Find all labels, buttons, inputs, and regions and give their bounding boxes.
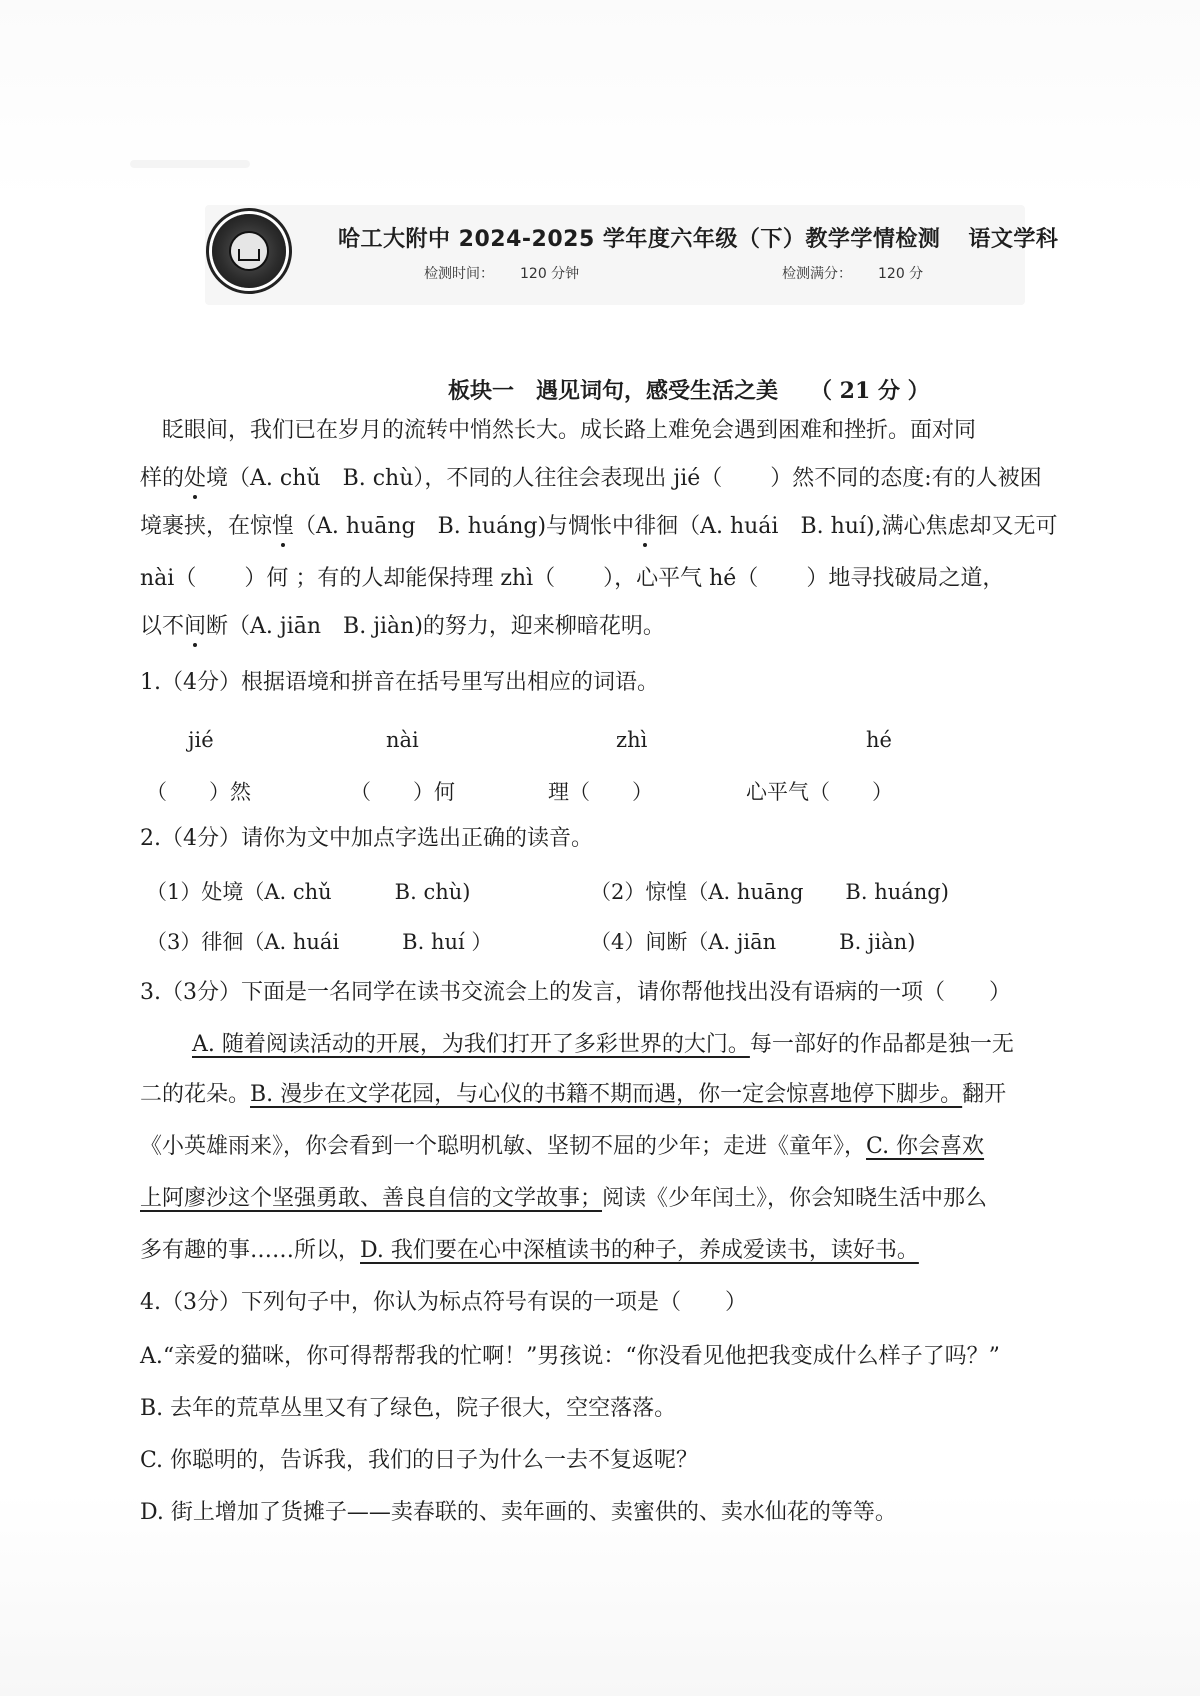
passage-text: 样的 — [140, 466, 185, 491]
q1-answer-blank[interactable]: 心平气（ ） — [746, 780, 893, 804]
passage-line-1: 眨眼间，我们已在岁月的流转中悄然长大。成长路上难免会遇到困难和挫折。面对同 — [140, 418, 977, 443]
passage-text: 境（A. chǔ B. chù），不同的人往往会表现出 jié（ — [206, 466, 723, 491]
book-icon — [238, 249, 260, 261]
exam-time-value: 120 分钟 — [520, 266, 580, 282]
exam-title-text: 哈工大附中 2024-2025 学年度六年级（下）教学学情检测 — [338, 227, 941, 252]
section-title — [448, 374, 930, 405]
passage-line-5 — [140, 616, 665, 638]
q3-text: 每一部好的作品都是独一无 — [749, 1032, 1014, 1057]
passage-line-4 — [140, 568, 1004, 590]
q3-text: 二的花朵。 — [140, 1082, 251, 1107]
q2-option[interactable]: （3）徘徊（A. huái B. huí ） — [146, 930, 493, 954]
q2-option[interactable]: （1）处境（A. chǔ B. chù) — [146, 880, 471, 904]
q1-pinyin: nài — [386, 728, 419, 752]
q4-option-b[interactable]: B. 去年的荒草丛里又有了绿色，院子很大，空空落落。 — [140, 1396, 677, 1421]
q2-stem: 2.（4分）请你为文中加点字选出正确的读音。 — [140, 826, 593, 851]
section-title-text: 板块一 遇见词句，感受生活之美 — [448, 378, 779, 404]
q3-option-d[interactable]: D. 我们要在心中深植读书的种子，养成爱读书，读好书。 — [360, 1238, 919, 1263]
q3-text: 翻开 — [962, 1082, 1007, 1107]
q3-text: 阅读《少年闰土》，你会知晓生活中那么 — [602, 1186, 988, 1211]
q4-option-d[interactable]: D. 街上增加了货摊子——卖春联的、卖年画的、卖蜜供的、卖水仙花的等等。 — [140, 1500, 897, 1525]
q3-line-1 — [192, 1034, 1014, 1056]
q3-option-c-cont[interactable]: 上阿廖沙这个坚强勇敢、善良自信的文学故事； — [140, 1186, 603, 1211]
q3-line-2 — [140, 1084, 1006, 1106]
school-logo-icon — [212, 214, 286, 288]
q1-answer-blank[interactable]: （ ）何 — [350, 780, 455, 804]
passage-text: 境裹挟，在惊 — [140, 514, 273, 539]
q3-stem: 3.（3分）下面是一名同学在读书交流会上的发言，请你帮他找出没有语病的一项（ ） — [140, 980, 1011, 1005]
logo-emblem — [229, 231, 269, 271]
q1-answer-blank[interactable]: 理（ ） — [548, 780, 653, 804]
exam-time-label: 检测时间： — [424, 266, 494, 282]
q1-stem: 1.（4分）根据语境和拼音在括号里写出相应的词语。 — [140, 670, 659, 695]
exam-score-value: 120 分 — [878, 266, 924, 282]
passage-line-2 — [140, 468, 1042, 490]
q3-line-4 — [140, 1188, 987, 1210]
passage-text: （A. huāng B. huáng)与惆怅中 — [294, 514, 635, 539]
q3-option-b[interactable]: B. 漫步在文学花园，与心仪的书籍不期而遇，你一定会惊喜地停下脚步。 — [250, 1082, 963, 1107]
exam-full-score — [782, 263, 923, 283]
q3-text: 多有趣的事……所以， — [140, 1238, 361, 1263]
q3-option-a[interactable]: A. 随着阅读活动的开展，为我们打开了多彩世界的大门。 — [192, 1032, 750, 1057]
section-score: （ 21 分 ） — [810, 378, 930, 404]
q2-option[interactable]: （4）间断（A. jiān B. jiàn) — [590, 930, 916, 954]
exam-subject: 语文学科 — [968, 227, 1059, 252]
dotted-char: 间 — [184, 614, 207, 639]
q3-text: 《小英雄雨来》，你会看到一个聪明机敏、坚韧不屈的少年；走进《童年》， — [140, 1134, 867, 1159]
passage-text: ）何 ；有的人却能保持理 zhì（ — [244, 566, 556, 591]
dotted-char: 惶 — [272, 514, 295, 539]
exam-time — [424, 263, 579, 283]
passage-text: 断（A. jiān B. jiàn)的努力，迎来柳暗花明。 — [206, 614, 665, 639]
q1-pinyin: zhì — [616, 728, 648, 752]
q2-option[interactable]: （2）惊惶（A. huāng B. huáng) — [590, 880, 949, 904]
passage-text: 徊（A. huái B. huí),满心焦虑却又无可 — [656, 514, 1058, 539]
q1-pinyin: jié — [188, 728, 214, 752]
q3-option-c[interactable]: C. 你会喜欢 — [866, 1134, 985, 1159]
exam-score-label: 检测满分： — [782, 266, 852, 282]
dotted-char: 处 — [184, 466, 207, 491]
passage-text: ）地寻找破局之道， — [806, 566, 1005, 591]
q3-line-5 — [140, 1240, 919, 1262]
exam-header — [205, 205, 1025, 305]
exam-title — [338, 222, 1058, 253]
passage-text: nài（ — [140, 566, 197, 591]
q1-answer-blank[interactable]: （ ）然 — [146, 780, 251, 804]
q3-line-3 — [140, 1136, 984, 1158]
passage-text: 以不 — [140, 614, 185, 639]
passage-text: ）然不同的态度:有的人被困 — [770, 466, 1042, 491]
q4-option-c[interactable]: C. 你聪明的，告诉我，我们的日子为什么一去不复返呢？ — [140, 1448, 699, 1473]
passage-text: ），心平气 hé（ — [603, 566, 759, 591]
q4-stem: 4.（3分）下列句子中，你认为标点符号有误的一项是（ ） — [140, 1290, 747, 1315]
q1-pinyin: hé — [866, 728, 892, 752]
dotted-char: 徘 — [634, 514, 657, 539]
passage-line-3 — [140, 516, 1058, 538]
q4-option-a[interactable]: A.“亲爱的猫咪，你可得帮帮我的忙啊！”男孩说：“你没看见他把我变成什么样子了吗？” — [140, 1344, 1000, 1369]
scan-smudge — [130, 160, 250, 168]
